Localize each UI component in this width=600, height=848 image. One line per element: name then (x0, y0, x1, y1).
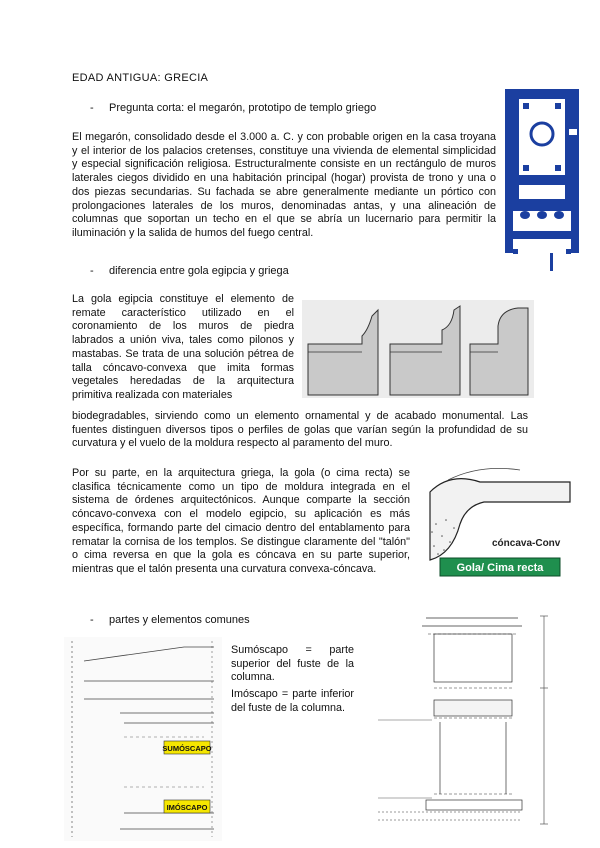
gola-griega-svg (420, 462, 580, 582)
plan-column-base (555, 165, 561, 171)
paragraph-gola-egipcia-part1: La gola egipcia constituye el elemento de remate característico utilizado en el coronamiento de los muros de piedra labrados a unión viva, tales como pilonos y mastabas. Se trata de una solución pétrea de talla cóncavo-convexa que imita formas vegetales heredadas de la arquitectura primitiva realizada con materiales (72, 293, 294, 401)
gola-egipcia-figure (302, 300, 534, 398)
plan-anta (566, 249, 571, 254)
plan-column-base (523, 165, 529, 171)
column-order-figure (372, 612, 582, 840)
paragraph-imoscapo: Imóscapo = parte inferior del fuste de la columna. (231, 688, 354, 714)
bullet-label: Pregunta corta: el megarón, prototipo de templo griego (109, 102, 377, 114)
plan-forecourt (513, 239, 571, 253)
plan-throne-niche (569, 129, 577, 135)
bullet-dash: - (90, 265, 94, 277)
plan-anta (513, 249, 518, 254)
paragraph-sumoscapo: Sumóscapo = parte superior del fuste de la columna. (231, 644, 354, 684)
column-order-svg (372, 612, 582, 840)
paragraph-megaron: El megarón, consolidado desde el 3.000 a. C. y con probable origen en la casa troyana y el interior de los palacios cretenses, constituye una vivienda de elemental simplicidad y especial significación religiosa. Estructuralmente consiste en un rectángulo de muros laterales ciegos dividido en una habitación principal (hogar) provista de trono y una o dos piezas secundarias. Su fachada se abre generalmente mediante un pórtico con prolongaciones laterales de los muros, denominadas antas, y una alineación de columnas que soportan un techo en el que se abría un lucernario para permitir la iluminación y la salida de humos del fuego central. (72, 131, 496, 239)
plan-column (554, 211, 564, 219)
plan-secondary-room (519, 185, 565, 199)
megaron-plan-svg (503, 87, 581, 273)
bullet-partes (90, 614, 390, 628)
plan-column (537, 211, 547, 219)
plan-column-base (523, 103, 529, 109)
gola-profiles-svg (302, 300, 534, 398)
paragraph-gola-egipcia-part2: biodegradables, sirviendo como un elemento ornamental y de acabado monumental. Las fuentes distinguen diversos tipos o perfiles de golas que varían según la profundidad de su curvatura y el vuelo de la moldura respecto al paramento del muro. (72, 410, 528, 450)
column-drawing-figure (64, 637, 222, 841)
bullet-label: diferencia entre gola egipcia y griega (109, 265, 289, 277)
paragraph-gola-griega: Por su parte, en la arquitectura griega, la gola (o cima recta) se clasifica técnicamente como un tipo de moldura integrada en el sistema de órdenes arquitectónicos. Aunque comparte la sección cóncavo-convexa con el modelo egipcio, su aplicación es más específica, formando parte del cimacio dentro del entablamento para rematar la cornisa de los templos. Se distingue claramente del "talón" o cima reversa en que la gola es cóncava en su parte superior, mientras que el talón presenta una curvatura convexa-cóncava. (72, 467, 410, 575)
gola-griega-figure (420, 462, 580, 582)
page-heading: EDAD ANTIGUA: GRECIA (72, 72, 209, 84)
plan-hearth (531, 123, 553, 145)
gola-badge-label: Gola/ Cima recta (456, 562, 544, 574)
imoscapo-label: IMÓSCAPO (166, 803, 208, 812)
bullet-dash: - (90, 614, 94, 626)
bullet-gola (90, 265, 410, 279)
plan-column (520, 211, 530, 219)
gola-label-concava: cóncava-Conv (492, 538, 561, 549)
plan-entry-marker (550, 253, 553, 271)
sumoscapo-label: SUMÓSCAPO (162, 744, 212, 753)
column-drawing-svg (64, 637, 222, 841)
plan-column-base (555, 103, 561, 109)
bullet-label: partes y elementos comunes (109, 614, 250, 626)
bullet-dash: - (90, 102, 94, 114)
bullet-megaron (90, 102, 410, 116)
megaron-plan-figure (503, 87, 581, 273)
